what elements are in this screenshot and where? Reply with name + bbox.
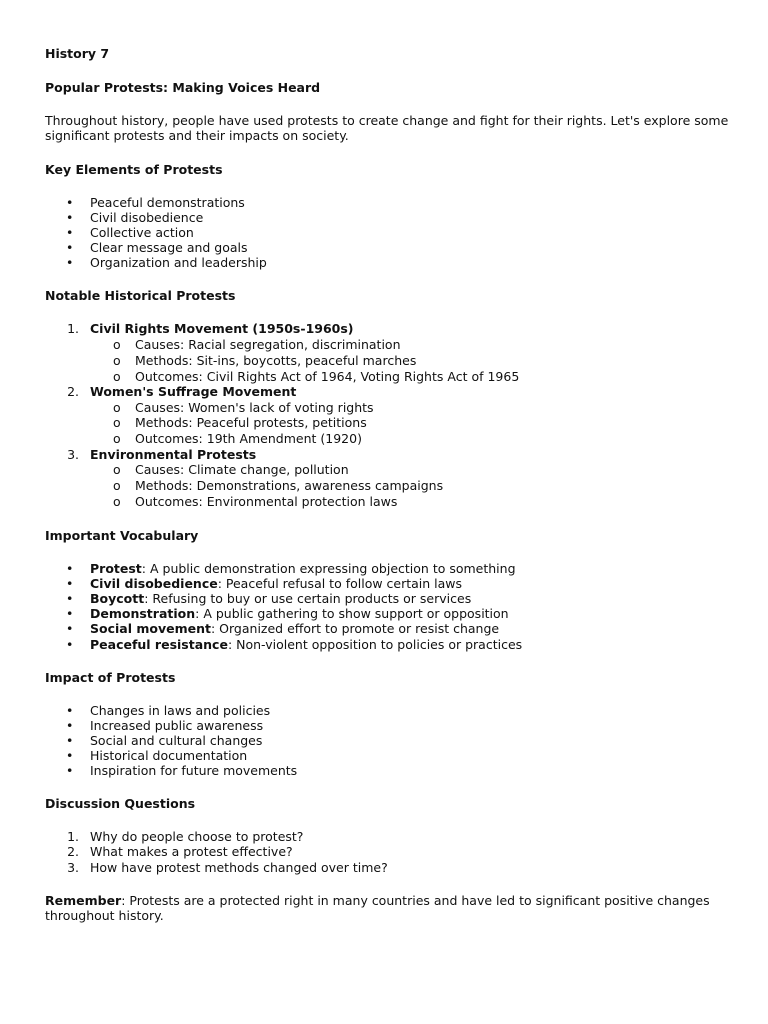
bullet-icon [66,225,76,240]
movement-detail: o Causes: Racial segregation, discrimination [113,337,401,352]
discussion-question: 2. What makes a protest effective? [67,844,293,859]
list-item: • Collective action [45,225,194,240]
bullet-icon [66,763,76,778]
movement-title: 1. Civil Rights Movement (1950s-1960s) [67,321,354,336]
movement-detail: o Outcomes: Environmental protection laws [113,494,398,509]
list-item: • Clear message and goals [45,240,248,255]
bullet-icon [66,255,76,270]
sub-bullet-icon: o [113,494,121,509]
remember-note: Remember: Protests are a protected right in many countries and have led to significant positive changes throughout history. [45,893,710,924]
sub-bullet-icon: o [113,415,121,430]
bullet-icon [66,748,76,763]
movement-detail: o Methods: Demonstrations, awareness campaigns [113,478,444,493]
list-item: • Organization and leadership [45,255,267,270]
movement-detail: o Methods: Peaceful protests, petitions [113,415,367,430]
notable-protests-heading: Notable Historical Protests [45,288,236,303]
sub-bullet-icon: o [113,478,121,493]
bullet-icon [66,703,76,718]
vocabulary-item: • Civil disobedience: Peaceful refusal to follow certain laws [45,576,462,591]
impact-heading: Impact of Protests [45,670,176,685]
list-item: • Peaceful demonstrations [45,195,245,210]
bullet-icon [66,210,76,225]
list-item: • Historical documentation [45,748,247,763]
bullet-icon [66,591,76,606]
course-title: History 7 [45,46,110,61]
vocabulary-item: • Boycott: Refusing to buy or use certain products or services [45,591,471,606]
discussion-heading: Discussion Questions [45,796,196,811]
list-item: • Inspiration for future movements [45,763,297,778]
key-elements-heading: Key Elements of Protests [45,162,223,177]
movement-detail: o Outcomes: 19th Amendment (1920) [113,431,362,446]
bullet-icon [66,576,76,591]
bullet-icon [66,621,76,636]
vocabulary-item: • Social movement: Organized effort to promote or resist change [45,621,499,636]
document-title: Popular Protests: Making Voices Heard [45,80,321,95]
movement-title: 2. Women's Suffrage Movement [67,384,297,399]
movement-detail: o Outcomes: Civil Rights Act of 1964, Voting Rights Act of 1965 [113,369,520,384]
discussion-question: 3. How have protest methods changed over time? [67,860,388,875]
bullet-icon [66,733,76,748]
bullet-icon [66,606,76,621]
bullet-icon [66,637,76,652]
list-item: • Civil disobedience [45,210,203,225]
vocabulary-item: • Protest: A public demonstration expressing objection to something [45,561,516,576]
sub-bullet-icon: o [113,353,121,368]
bullet-icon [66,195,76,210]
sub-bullet-icon: o [113,400,121,415]
movement-detail: o Causes: Women's lack of voting rights [113,400,374,415]
sub-bullet-icon: o [113,369,121,384]
bullet-icon [66,718,76,733]
movement-detail: o Causes: Climate change, pollution [113,462,349,477]
list-item: • Changes in laws and policies [45,703,270,718]
bullet-icon [66,240,76,255]
vocabulary-item: • Demonstration: A public gathering to show support or opposition [45,606,509,621]
vocabulary-item: • Peaceful resistance: Non-violent opposition to policies or practices [45,637,522,652]
movement-title: 3. Environmental Protests [67,447,257,462]
list-item: • Increased public awareness [45,718,263,733]
bullet-icon [66,561,76,576]
vocabulary-heading: Important Vocabulary [45,528,199,543]
discussion-question: 1. Why do people choose to protest? [67,829,304,844]
list-item: • Social and cultural changes [45,733,262,748]
sub-bullet-icon: o [113,337,121,352]
sub-bullet-icon: o [113,431,121,446]
movement-detail: o Methods: Sit-ins, boycotts, peaceful marches [113,353,417,368]
intro-paragraph: Throughout history, people have used protests to create change and fight for their rights. Let's explore some significant protests and their impacts on society. [45,113,729,144]
sub-bullet-icon: o [113,462,121,477]
